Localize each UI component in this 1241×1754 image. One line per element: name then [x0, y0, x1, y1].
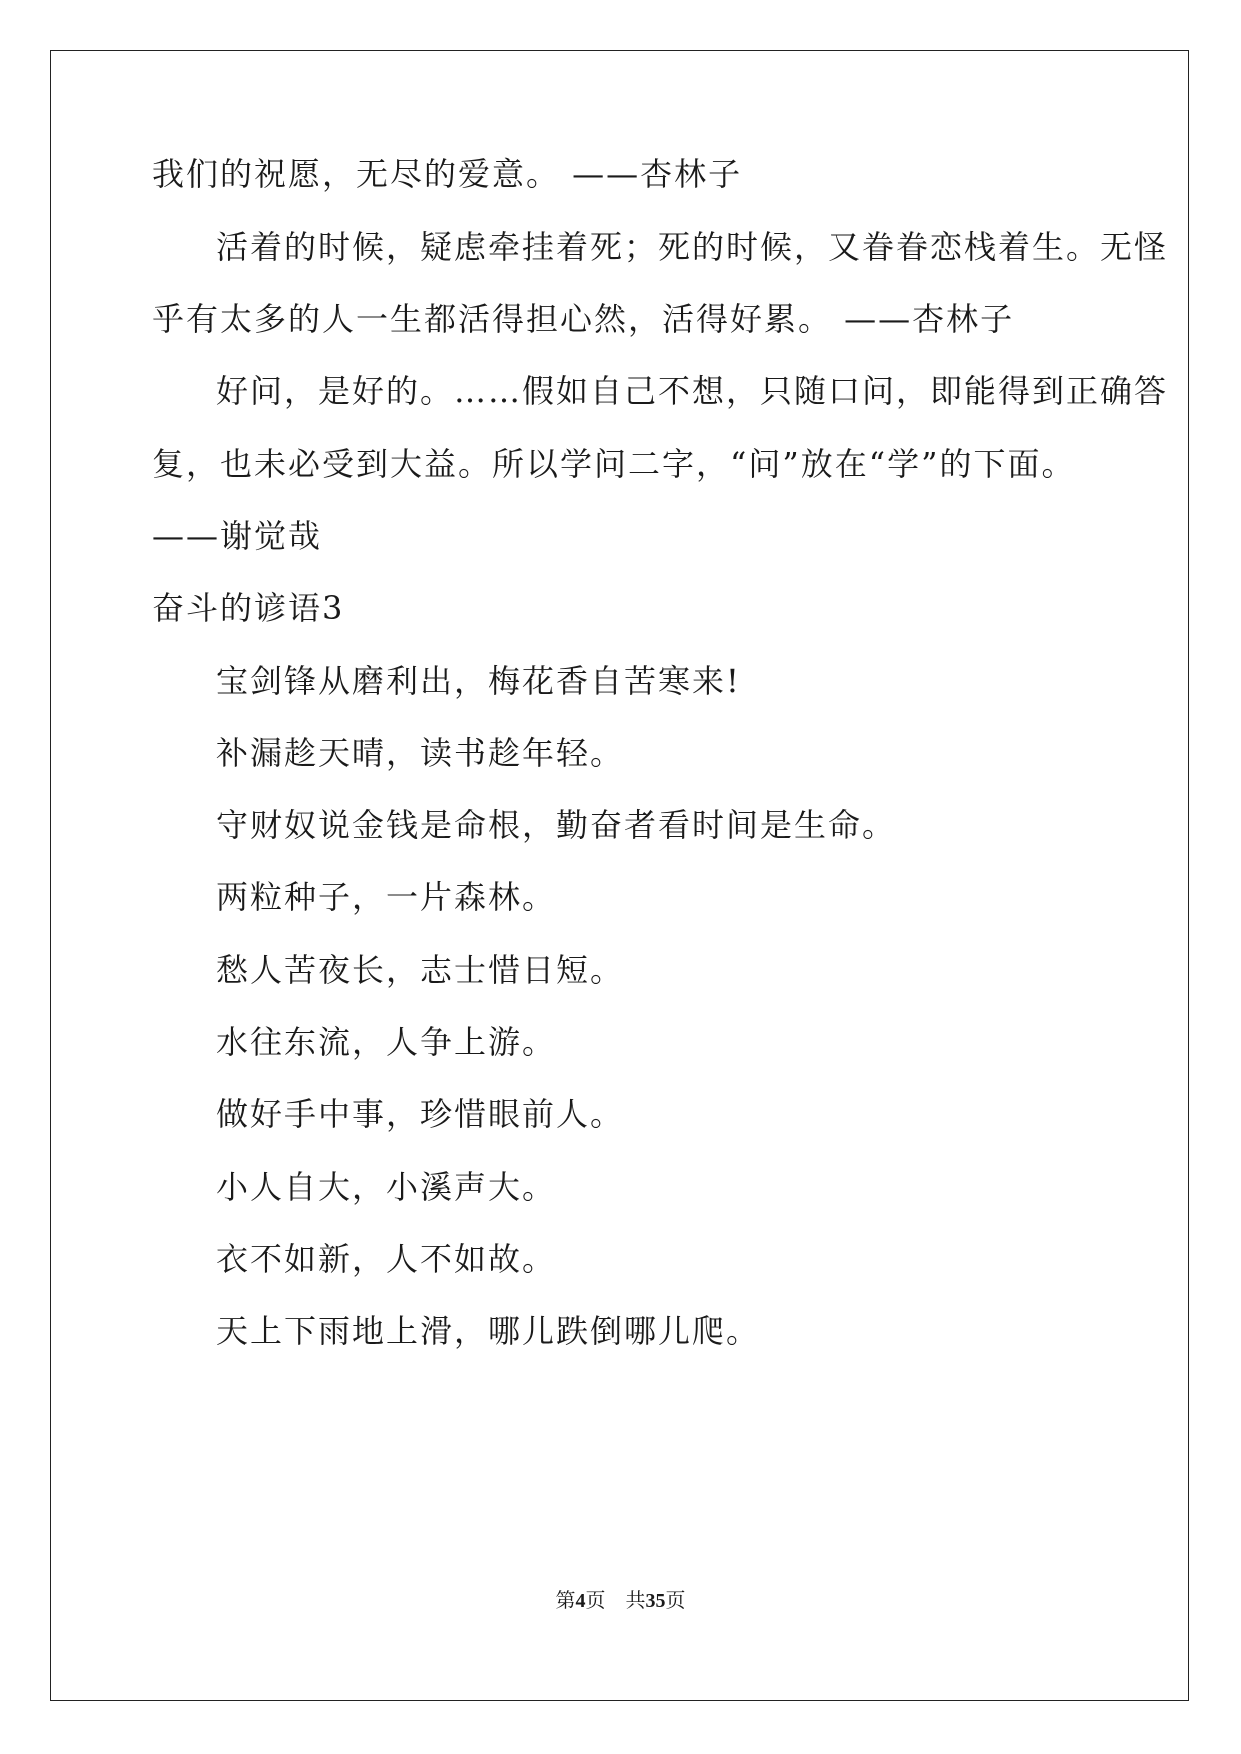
text-line: 守财奴说金钱是命根，勤奋者看时间是生命。	[216, 806, 897, 844]
text-line: 复，也未必受到大益。所以学问二字，“问”放在“学”的下面。	[152, 445, 1076, 483]
text-line: 乎有太多的人一生都活得担心然，活得好累。 ——杏林子	[152, 300, 1015, 338]
text-line: 好问，是好的。……假如自己不想，只随口问，即能得到正确答	[216, 372, 1169, 410]
text-line: 小人自大，小溪声大。	[216, 1168, 557, 1206]
section-heading: 奋斗的谚语3	[152, 589, 345, 627]
text-line: 做好手中事，珍惜眼前人。	[216, 1095, 625, 1133]
footer-prefix: 第	[555, 1590, 576, 1612]
text-line: 天上下雨地上滑，哪儿跌倒哪儿爬。	[216, 1312, 761, 1350]
document-page	[50, 50, 1189, 1701]
text-line: 两粒种子，一片森林。	[216, 878, 557, 916]
text-line: ——谢觉哉	[152, 517, 323, 555]
total-page-count: 35	[645, 1590, 666, 1612]
text-line: 宝剑锋从磨利出，梅花香自苦寒来!	[216, 662, 741, 700]
text-line: 水往东流，人争上游。	[216, 1023, 557, 1061]
text-line: 补漏趁天晴，读书趁年轻。	[216, 734, 625, 772]
text-line: 衣不如新，人不如故。	[216, 1240, 557, 1278]
footer-mid: 页 共	[585, 1590, 646, 1612]
footer-suffix: 页	[665, 1590, 686, 1612]
text-line: 活着的时候，疑虑牵挂着死；死的时候，又眷眷恋栈着生。无怪	[216, 228, 1169, 266]
text-line: 我们的祝愿，无尽的爱意。 ——杏林子	[152, 155, 743, 193]
current-page-number: 4	[575, 1590, 586, 1612]
page-footer	[51, 1588, 1190, 1614]
text-line: 愁人苦夜长，志士惜日短。	[216, 951, 625, 989]
